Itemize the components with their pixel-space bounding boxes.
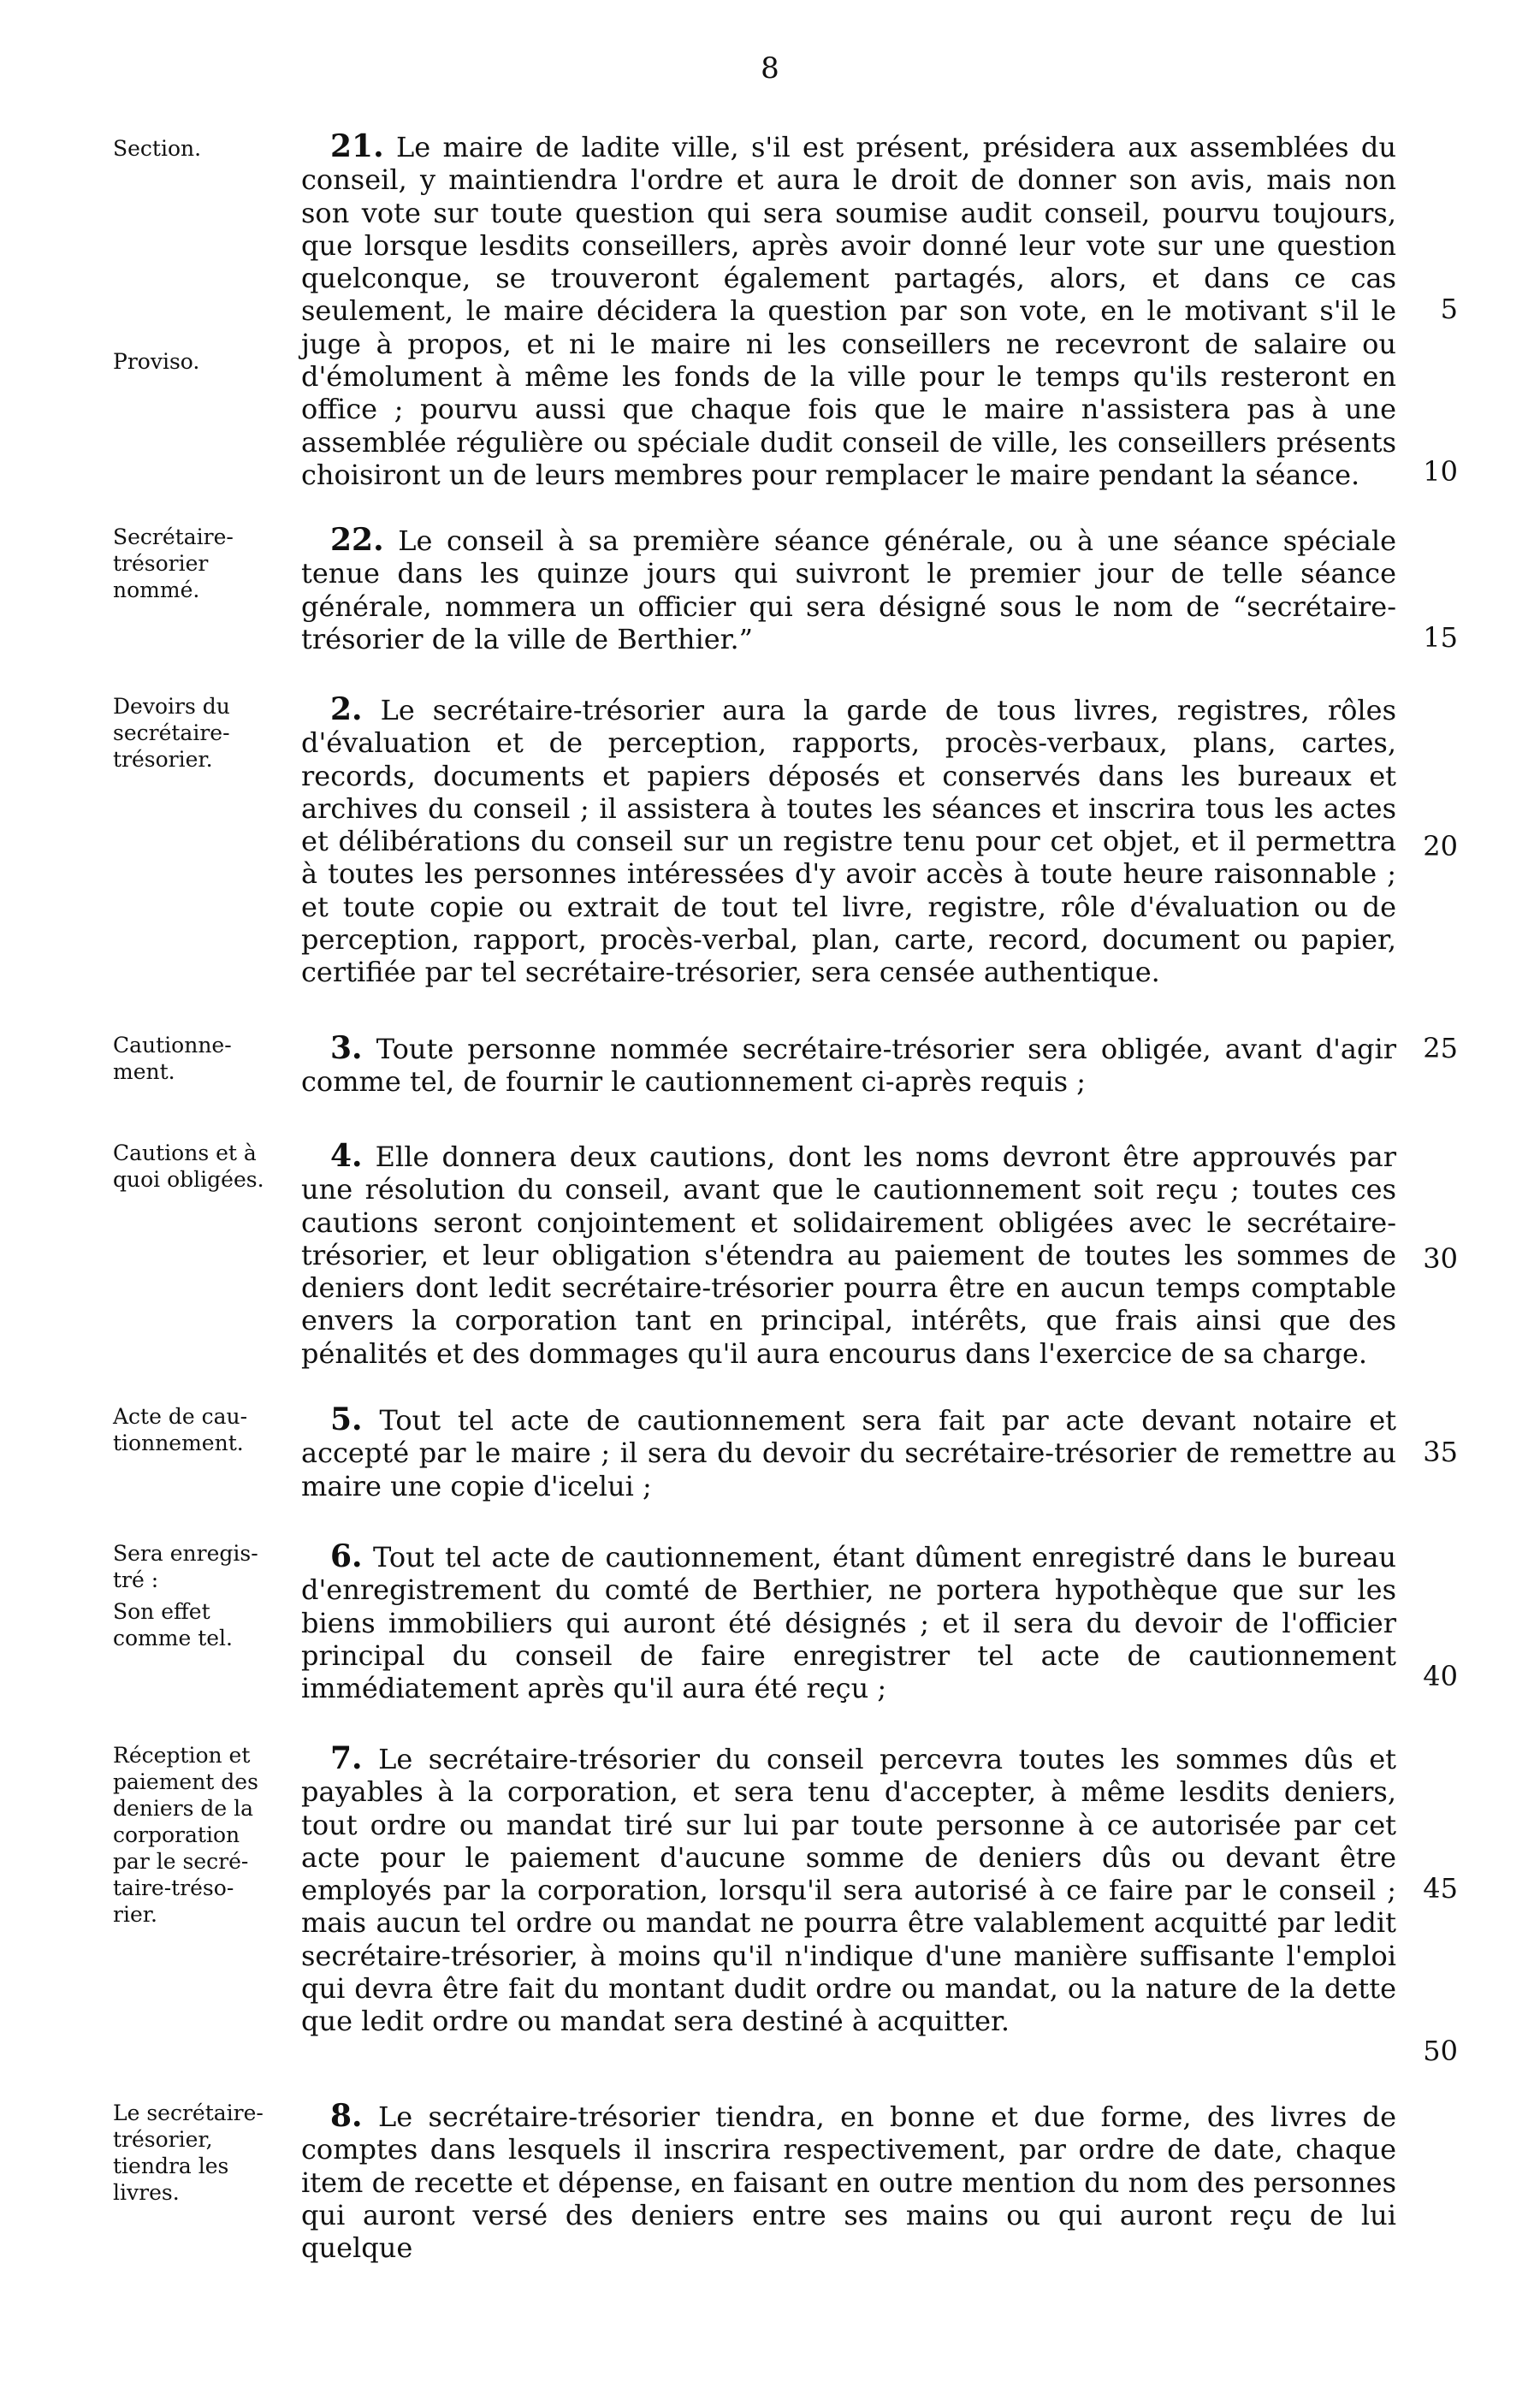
section-number: 4. [330,1138,363,1174]
margin-note-line: trésorier [113,551,209,576]
margin-note [113,135,284,375]
section-body: Elle donnera deux cautions, dont les noms devront être approuvés par une résolution du conseil, avant que le cautionnement soit reçu ; toutes ces cautions seront conjointement et solidairement obligées avec le secrétaire-trésorier, et leur obligation s'étendra au paiement de toutes les sommes de deniers dont ledit secrétaire-trésorier pourra être en aucun temps comptable envers la corporation tant en principal, intérêts, que frais ainsi que des pénalités et des dommages qu'il aura encourus dans l'exercice de sa charge. [301,1141,1397,1370]
section-text [301,1032,1396,1099]
section-body: Le conseil à sa première séance générale, ou à une séance spéciale tenue dans les quinze jours qui suivront le premier jour de telle séance générale, nommera un officier qui sera désigné sous le nom de “secrétaire-trésorier de la ville de Berthier.” [301,524,1397,655]
margin-note [113,524,284,603]
margin-note-line: ment. [113,1059,175,1084]
margin-note-line: quoi obligées. [113,1167,264,1192]
line-number: 15 [1423,621,1458,654]
line-number: 30 [1423,1242,1458,1275]
section-text [301,130,1396,491]
margin-note-line: Acte de cau- [113,1404,248,1429]
margin-note-line: livres. [113,2180,180,2205]
section-text [301,693,1396,989]
section-body: Le secrétaire-trésorier aura la garde de tous livres, registres, rôles d'évaluation et de perception, rapports, procès-verbaux, plans, cartes, records, documents et papiers déposés et conservés dans les bureaux et archives du conseil ; il assistera à toutes les séances et inscrira tous les actes et délibérations du conseil sur un registre tenu pour cet objet, et il permettra à toutes les personnes intéressées d'y avoir accès à toute heure raisonnable ; et toute copie ou extrait de tout tel livre, registre, rôle d'évaluation ou de perception, rapport, procès-verbal, plan, carte, record, document ou papier, certifiée par tel secrétaire-trésorier, sera censée authentique. [301,694,1397,989]
margin-note-line: tionnement. [113,1431,244,1455]
margin-note-line: taire-tréso- [113,1875,234,1900]
section-body: Le secrétaire-trésorier tiendra, en bonne et due forme, des livres de comptes dans lesquels il inscrira respectivement, par ordre de date, chaque item de recette et dépense, en faisant en outre mention du nom des personnes qui auront versé des deniers entre ses mains ou qui auront reçu de lui quelque [301,2101,1397,2265]
margin-note-line: Sera enregis- [113,1541,258,1566]
line-number: 25 [1423,1032,1458,1064]
margin-note-line: paiement des [113,1769,258,1794]
line-number: 45 [1423,1872,1458,1905]
section-body: Le secrétaire-trésorier du conseil percevra toutes les sommes dûs et payables à la corporation, et sera tenu d'accepter, à même lesdits deniers, tout ordre ou mandat tiré sur lui par toute personne à ce autorisée par cet acte pour le paiement d'aucune somme de deniers dûs ou devant être employés par la corporation, lorsqu'il sera autorisé à ce faire par le conseil ; mais aucun tel ordre ou mandat ne pourra être valablement acquitté par ledit secrétaire-trésorier, à moins qu'il n'indique d'une manière suffisante l'emploi qui devra être fait du montant dudit ordre ou mandat, ou la nature de la dette que ledit ordre ou mandat sera destiné à acquitter. [301,1743,1397,2038]
line-number: 10 [1423,455,1458,488]
section-text [301,524,1396,655]
margin-note-line: Devoirs du [113,694,230,719]
line-number: 35 [1423,1436,1458,1468]
margin-note-line: tré : [113,1567,159,1592]
margin-note-line: corporation [113,1822,240,1847]
margin-note-line: nommé. [113,578,200,602]
line-number: 20 [1423,830,1458,862]
margin-note-line: par le secré- [113,1849,249,1874]
section-number: 3. [330,1030,363,1066]
margin-note [113,1140,284,1193]
margin-note [113,1540,284,1651]
section-number: 6. [330,1538,363,1574]
section-number: 2. [330,691,363,727]
margin-note [113,1403,284,1456]
section-body: Tout tel acte de cautionnement, étant dûment enregistré dans le bureau d'enregistrement du comté de Berthier, ne portera hypothèque que sur les biens immobiliers qui auront été désignés ; et il sera du devoir de l'officier principal du conseil de faire enregistrer tel acte de cautionnement immédiatement après qu'il aura été reçu ; [301,1541,1397,1705]
section-text [301,1540,1396,1704]
margin-note-line: deniers de la [113,1796,254,1821]
margin-note-line: tiendra les [113,2154,229,2178]
section-text [301,1742,1396,2038]
margin-note [113,1032,284,1085]
margin-note-line: Cautions et à [113,1141,257,1165]
margin-note-line: secrétaire- [113,720,230,745]
margin-note-line: Proviso. [113,349,200,374]
margin-note-line: Réception et [113,1743,251,1768]
margin-note-line: Cautionne- [113,1033,232,1058]
margin-note-line: comme tel. [113,1626,233,1650]
section-body: Toute personne nommée secrétaire-trésorier sera obligée, avant d'agir comme tel, de fournir le cautionnement ci-après requis ; [301,1033,1397,1099]
section-body: Tout tel acte de cautionnement sera fait par acte devant notaire et accepté par le maire ; il sera du devoir du secrétaire-trésorier de remettre au maire une copie d'icelui ; [301,1404,1397,1502]
margin-note [113,1742,284,1928]
section-number: 21. [330,128,384,164]
page-number: 8 [761,51,779,86]
margin-note-line: rier. [113,1902,157,1927]
margin-note-line: Le secrétaire- [113,2101,264,2125]
line-number: 40 [1423,1660,1458,1692]
margin-note-line: Son effet [113,1599,210,1624]
margin-note-line: trésorier. [113,747,213,772]
section-number: 22. [330,522,384,558]
section-text [301,1403,1396,1502]
section-number: 7. [330,1740,363,1776]
section-body: Le maire de ladite ville, s'il est présent, présidera aux assemblées du conseil, y maintiendra l'ordre et aura le droit de donner son avis, mais non son vote sur toute question qui sera soumise audit conseil, pourvu toujours, que lorsque lesdits conseillers, après avoir donné leur vote sur une question quelconque, se trouveront également partagés, alors, et dans ce cas seulement, le maire décidera la question par son vote, en le motivant s'il le juge à propos, et ni le maire ni les conseillers ne recevront de salaire ou d'émolument à même les fonds de la ville pour le temps qu'ils resteront en office ; pourvu aussi que chaque fois que le maire n'assistera pas à une assemblée régulière ou spéciale dudit conseil de ville, les conseillers présents choisiront un de leurs membres pour remplacer le maire pendant la séance. [301,131,1397,491]
margin-note-line: Section. [113,136,202,161]
margin-note-line: Secrétaire- [113,524,234,549]
section-text [301,1140,1396,1370]
section-number: 8. [330,2098,363,2134]
margin-note [113,2100,284,2206]
section-number: 5. [330,1401,363,1437]
margin-note [113,693,284,773]
margin-note-line: trésorier, [113,2127,213,2152]
line-number: 5 [1440,293,1458,325]
section-text [301,2100,1396,2264]
line-number: 50 [1423,2035,1458,2067]
